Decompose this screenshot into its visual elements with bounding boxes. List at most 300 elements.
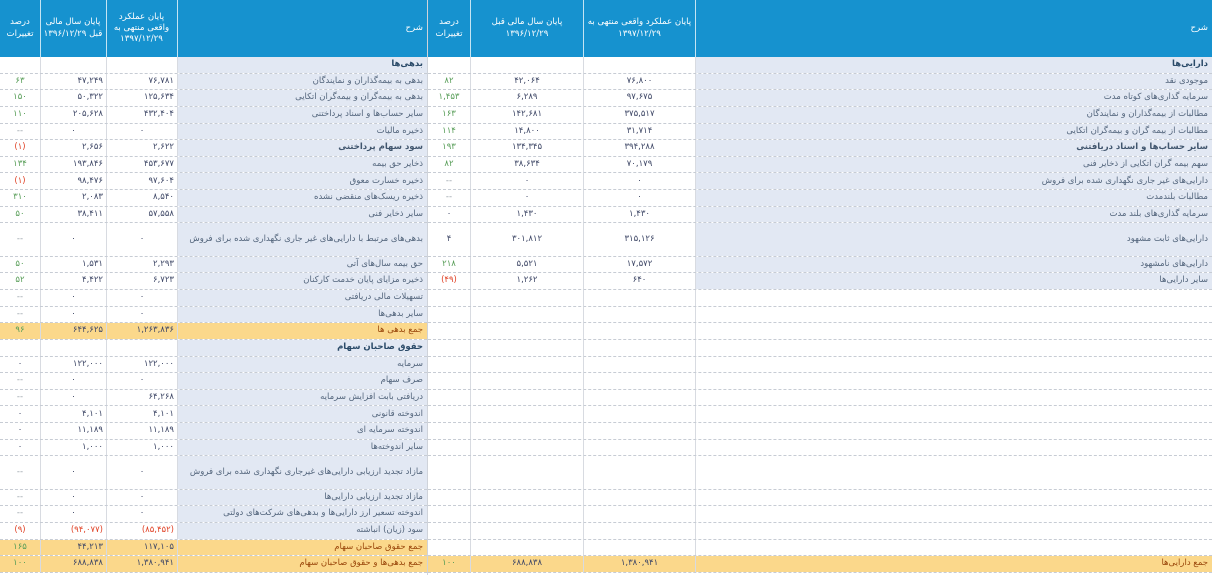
actual-value-cell — [584, 456, 696, 488]
change-percent-cell: ۰ — [0, 440, 41, 456]
row-label — [696, 490, 1212, 506]
prev-year-value-cell: ۶۴۴,۶۲۵ — [41, 323, 107, 339]
actual-value-cell — [584, 340, 696, 356]
change-percent-cell: ۸۲ — [428, 74, 471, 90]
change-percent-cell: ۱۰۰ — [0, 556, 41, 572]
actual-value-cell: ۲,۲۹۳ — [107, 257, 178, 273]
change-percent-cell: ۱,۴۵۳ — [428, 90, 471, 106]
row-label — [696, 390, 1212, 406]
row-label: سرمایه گذاری‌های بلند مدت — [696, 207, 1212, 223]
prev-year-value-cell: ۳۸,۶۳۴ — [471, 157, 584, 173]
col-header-change-percent: درصد تغییرات — [428, 0, 471, 57]
change-percent-cell: ۱۵۰ — [0, 90, 41, 106]
row-label — [696, 357, 1212, 373]
prev-year-value-cell: ۲,۰۸۳ — [41, 190, 107, 206]
change-percent-cell — [428, 307, 471, 323]
prev-year-value-cell: ۱۳۴,۳۴۵ — [471, 140, 584, 156]
actual-value-cell: ۴۵۳,۶۷۷ — [107, 157, 178, 173]
change-percent-cell: ۰ — [0, 357, 41, 373]
row-label — [696, 406, 1212, 422]
change-percent-cell: (۴۹) — [428, 273, 471, 289]
change-percent-cell: ۱۹۳ — [428, 140, 471, 156]
row-label: دارایی‌های نامشهود — [696, 257, 1212, 273]
empty-row — [428, 323, 1212, 340]
actual-value-cell: ۰ — [107, 490, 178, 506]
actual-value-cell: ۰ — [107, 124, 178, 140]
prev-year-value-cell — [471, 307, 584, 323]
table-row — [428, 190, 1212, 207]
row-label: بدهی‌ها — [178, 57, 427, 73]
table-row — [0, 390, 427, 407]
row-label — [696, 523, 1212, 539]
section-header-row — [0, 340, 427, 357]
row-label: مازاد تجدید ارزیابی دارایی‌های غیرجاری نگهداری شده برای فروش — [178, 456, 427, 488]
change-percent-cell: -- — [428, 190, 471, 206]
prev-year-value-cell: ۵,۵۲۱ — [471, 257, 584, 273]
actual-value-cell — [584, 440, 696, 456]
prev-year-value-cell — [471, 57, 584, 73]
change-percent-cell: ۱۰۰ — [428, 556, 471, 572]
actual-value-cell: ۵۷,۵۵۸ — [107, 207, 178, 223]
prev-year-value-cell — [471, 340, 584, 356]
change-percent-cell: -- — [0, 223, 41, 255]
change-percent-cell — [428, 490, 471, 506]
table-row — [0, 456, 427, 489]
actual-value-cell: ۱,۳۸۰,۹۴۱ — [584, 556, 696, 572]
prev-year-value-cell — [471, 406, 584, 422]
row-label: ذخیره مالیات — [178, 124, 427, 140]
prev-year-value-cell: ۱۴۲,۶۸۱ — [471, 107, 584, 123]
actual-value-cell — [584, 540, 696, 556]
actual-value-cell — [584, 506, 696, 522]
actual-value-cell — [107, 57, 178, 73]
change-percent-cell: ۳۱۰ — [0, 190, 41, 206]
actual-value-cell: ۰ — [107, 223, 178, 255]
change-percent-cell: (۱) — [0, 140, 41, 156]
prev-year-value-cell: ۱,۴۳۰ — [471, 207, 584, 223]
table-row — [428, 74, 1212, 91]
actual-value-cell: ۰ — [107, 506, 178, 522]
change-percent-cell — [428, 406, 471, 422]
actual-value-cell: ۰ — [107, 290, 178, 306]
row-label: تسهیلات مالی دریافتی — [178, 290, 427, 306]
prev-year-value-cell — [471, 323, 584, 339]
table-row — [428, 273, 1212, 290]
actual-value-cell — [584, 307, 696, 323]
actual-value-cell: ۱,۳۸۰,۹۴۱ — [107, 556, 178, 572]
actual-value-cell: ۷۶,۷۸۱ — [107, 74, 178, 90]
row-label: مازاد تجدید ارزیابی دارایی‌ها — [178, 490, 427, 506]
table-row — [0, 406, 427, 423]
table-row — [428, 157, 1212, 174]
actual-value-cell: ۱,۴۳۰ — [584, 207, 696, 223]
empty-row — [428, 373, 1212, 390]
prev-year-value-cell: ۰ — [471, 190, 584, 206]
row-label: جمع بدهی‌ها و حقوق صاحبان سهام — [178, 556, 427, 572]
table-row — [0, 223, 427, 256]
row-label: موجودی نقد — [696, 74, 1212, 90]
prev-year-value-cell: ۱۱,۱۸۹ — [41, 423, 107, 439]
actual-value-cell: ۰ — [584, 173, 696, 189]
total-row — [428, 556, 1212, 573]
prev-year-value-cell: (۹۴,۰۷۷) — [41, 523, 107, 539]
row-label — [696, 290, 1212, 306]
change-percent-cell: -- — [0, 506, 41, 522]
actual-value-cell: ۹۷,۶۰۴ — [107, 173, 178, 189]
row-label — [696, 323, 1212, 339]
table-row — [0, 173, 427, 190]
row-label: سرمایه — [178, 357, 427, 373]
change-percent-cell: ۱۱۰ — [0, 107, 41, 123]
table-row — [0, 357, 427, 374]
assets-table — [427, 0, 1212, 575]
prev-year-value-cell: ۳۸,۴۱۱ — [41, 207, 107, 223]
prev-year-value-cell: ۰ — [471, 173, 584, 189]
row-label: سایر حساب‌ها و اسناد دریافتنی — [696, 140, 1212, 156]
actual-value-cell: ۷۶,۸۰۰ — [584, 74, 696, 90]
row-label: ذخیره ریسک‌های منقضی نشده — [178, 190, 427, 206]
change-percent-cell — [428, 506, 471, 522]
row-label: اندوخته سرمایه ای — [178, 423, 427, 439]
total-row — [0, 323, 427, 340]
table-row — [0, 74, 427, 91]
change-percent-cell: ۹۶ — [0, 323, 41, 339]
empty-row — [428, 523, 1212, 540]
change-percent-cell — [428, 373, 471, 389]
actual-value-cell: ۲,۶۲۲ — [107, 140, 178, 156]
liabilities-equity-table — [0, 0, 427, 575]
table-row — [0, 157, 427, 174]
row-label: اندوخته تسعیر ارز دارایی‌ها و بدهی‌های شرکت‌های دولتی — [178, 506, 427, 522]
prev-year-value-cell — [41, 340, 107, 356]
col-header-actual-performance: پایان عملکرد واقعی منتهی به ۱۳۹۷/۱۲/۲۹ — [584, 0, 696, 57]
prev-year-value-cell: ۴۷,۲۴۹ — [41, 74, 107, 90]
change-percent-cell — [428, 323, 471, 339]
prev-year-value-cell: ۰ — [41, 373, 107, 389]
actual-value-cell: ۳۹۴,۲۸۸ — [584, 140, 696, 156]
row-label: بدهی‌های مرتبط با دارایی‌های غیر جاری نگهداری شده برای فروش — [178, 223, 427, 255]
row-label — [696, 423, 1212, 439]
row-label: حق بیمه سال‌های آتی — [178, 257, 427, 273]
change-percent-cell — [428, 57, 471, 73]
row-label — [696, 307, 1212, 323]
change-percent-cell: ۴ — [428, 223, 471, 255]
actual-value-cell: ۱,۲۶۳,۸۳۶ — [107, 323, 178, 339]
table-row — [0, 190, 427, 207]
empty-row — [428, 456, 1212, 489]
row-label — [696, 373, 1212, 389]
prev-year-value-cell: ۱۴,۸۰۰ — [471, 124, 584, 140]
row-label: سهم بیمه گران اتکایی از ذخایر فنی — [696, 157, 1212, 173]
actual-value-cell: ۱۱۷,۱۰۵ — [107, 540, 178, 556]
change-percent-cell: -- — [0, 456, 41, 488]
table-row — [428, 173, 1212, 190]
prev-year-value-cell: ۰ — [41, 390, 107, 406]
prev-year-value-cell: ۰ — [41, 490, 107, 506]
assets-table-header — [428, 0, 1212, 57]
empty-row — [428, 340, 1212, 357]
actual-value-cell: ۱۷,۵۷۲ — [584, 257, 696, 273]
prev-year-value-cell — [471, 357, 584, 373]
change-percent-cell: -- — [0, 290, 41, 306]
row-label: سایر بدهی‌ها — [178, 307, 427, 323]
col-header-actual-performance: پایان عملکرد واقعی منتهی به ۱۳۹۷/۱۲/۲۹ — [107, 0, 178, 57]
actual-value-cell — [584, 290, 696, 306]
actual-value-cell — [584, 390, 696, 406]
row-label: دارایی‌های ثابت مشهود — [696, 223, 1212, 255]
prev-year-value-cell — [471, 390, 584, 406]
table-row — [428, 90, 1212, 107]
actual-value-cell: ۱۲۲,۰۰۰ — [107, 357, 178, 373]
prev-year-value-cell — [471, 456, 584, 488]
prev-year-value-cell: ۳۰۱,۸۱۲ — [471, 223, 584, 255]
table-row — [0, 373, 427, 390]
empty-row — [428, 307, 1212, 324]
actual-value-cell: ۷۰,۱۷۹ — [584, 157, 696, 173]
prev-year-value-cell — [41, 57, 107, 73]
actual-value-cell: ۰ — [107, 456, 178, 488]
change-percent-cell — [428, 440, 471, 456]
empty-row — [428, 440, 1212, 457]
row-label — [696, 456, 1212, 488]
table-row — [428, 107, 1212, 124]
row-label — [696, 540, 1212, 556]
total-row — [0, 540, 427, 557]
actual-value-cell — [584, 323, 696, 339]
empty-row — [428, 506, 1212, 523]
change-percent-cell — [428, 523, 471, 539]
actual-value-cell — [107, 340, 178, 356]
table-row — [0, 124, 427, 141]
prev-year-value-cell: ۶۸۸,۸۳۸ — [471, 556, 584, 572]
change-percent-cell: ۶۳ — [0, 74, 41, 90]
change-percent-cell: ۰ — [0, 423, 41, 439]
table-row — [428, 223, 1212, 256]
actual-value-cell: ۰ — [584, 190, 696, 206]
change-percent-cell: ۵۲ — [0, 273, 41, 289]
row-label: سایر دارایی‌ها — [696, 273, 1212, 289]
table-row — [0, 506, 427, 523]
change-percent-cell — [428, 290, 471, 306]
row-label: سود (زیان) انباشته — [178, 523, 427, 539]
section-header-row — [0, 57, 427, 74]
actual-value-cell: (۸۵,۴۵۲) — [107, 523, 178, 539]
prev-year-value-cell: ۴۴,۲۱۳ — [41, 540, 107, 556]
empty-row — [428, 290, 1212, 307]
row-label — [696, 440, 1212, 456]
actual-value-cell: ۶۴۰ — [584, 273, 696, 289]
table-row — [0, 440, 427, 457]
liabilities-table-body — [0, 57, 427, 573]
actual-value-cell — [584, 373, 696, 389]
change-percent-cell — [428, 540, 471, 556]
change-percent-cell — [428, 456, 471, 488]
row-label: جمع بدهی ها — [178, 323, 427, 339]
actual-value-cell: ۳۷۵,۵۱۷ — [584, 107, 696, 123]
table-row — [0, 273, 427, 290]
row-label: مطالبات از بیمه‌گذاران و نمایندگان — [696, 107, 1212, 123]
table-row — [428, 207, 1212, 224]
change-percent-cell — [428, 390, 471, 406]
empty-row — [428, 357, 1212, 374]
table-row — [0, 140, 427, 157]
actual-value-cell — [584, 406, 696, 422]
prev-year-value-cell: ۱,۲۶۲ — [471, 273, 584, 289]
table-row — [428, 140, 1212, 157]
row-label: حقوق صاحبان سهام — [178, 340, 427, 356]
row-label — [696, 340, 1212, 356]
prev-year-value-cell: ۴۲,۰۶۴ — [471, 74, 584, 90]
change-percent-cell: -- — [0, 373, 41, 389]
table-row — [0, 307, 427, 324]
actual-value-cell — [584, 357, 696, 373]
actual-value-cell — [584, 423, 696, 439]
actual-value-cell — [584, 523, 696, 539]
empty-row — [428, 540, 1212, 557]
prev-year-value-cell — [471, 440, 584, 456]
row-label: سایر اندوخته‌ها — [178, 440, 427, 456]
prev-year-value-cell: ۰ — [41, 506, 107, 522]
actual-value-cell: ۸,۵۴۰ — [107, 190, 178, 206]
total-row — [0, 556, 427, 573]
table-row — [0, 290, 427, 307]
change-percent-cell: ۵۰ — [0, 257, 41, 273]
prev-year-value-cell: ۵۰,۳۲۲ — [41, 90, 107, 106]
empty-row — [428, 406, 1212, 423]
row-label: مطالبات بلندمدت — [696, 190, 1212, 206]
table-row — [0, 523, 427, 540]
change-percent-cell — [428, 423, 471, 439]
row-label: دارایی‌های غیر جاری نگهداری شده برای فروش — [696, 173, 1212, 189]
prev-year-value-cell — [471, 290, 584, 306]
actual-value-cell: ۰ — [107, 307, 178, 323]
prev-year-value-cell: ۰ — [41, 456, 107, 488]
change-percent-cell: -- — [0, 124, 41, 140]
actual-value-cell: ۴۳۲,۴۰۴ — [107, 107, 178, 123]
change-percent-cell: ۰ — [428, 207, 471, 223]
actual-value-cell: ۹۷,۶۷۵ — [584, 90, 696, 106]
row-label: جمع دارایی‌ها — [696, 556, 1212, 572]
actual-value-cell: ۱۲۵,۶۳۴ — [107, 90, 178, 106]
liabilities-table-header — [0, 0, 427, 57]
table-row — [428, 257, 1212, 274]
row-label: ذخیره خسارت معوق — [178, 173, 427, 189]
change-percent-cell — [0, 340, 41, 356]
prev-year-value-cell — [471, 506, 584, 522]
actual-value-cell: ۰ — [107, 373, 178, 389]
table-row — [0, 257, 427, 274]
assets-table-body — [428, 57, 1212, 573]
change-percent-cell: ۸۲ — [428, 157, 471, 173]
change-percent-cell: ۰ — [0, 406, 41, 422]
actual-value-cell: ۳۱۵,۱۲۶ — [584, 223, 696, 255]
actual-value-cell: ۶۴,۲۶۸ — [107, 390, 178, 406]
prev-year-value-cell: ۱,۰۰۰ — [41, 440, 107, 456]
change-percent-cell: (۹) — [0, 523, 41, 539]
change-percent-cell: ۱۶۳ — [428, 107, 471, 123]
row-label: سایر حساب‌ها و اسناد پرداختنی — [178, 107, 427, 123]
prev-year-value-cell: ۱۹۳,۸۴۶ — [41, 157, 107, 173]
change-percent-cell — [0, 57, 41, 73]
col-header-change-percent: درصد تغییرات — [0, 0, 41, 57]
row-label: دارایی‌ها — [696, 57, 1212, 73]
empty-row — [428, 423, 1212, 440]
actual-value-cell: ۱,۰۰۰ — [107, 440, 178, 456]
table-row — [0, 107, 427, 124]
col-header-prev-fiscal-year: پایان سال مالی قبل ۱۳۹۶/۱۲/۲۹ — [41, 0, 107, 57]
empty-row — [428, 390, 1212, 407]
row-label: بدهی به بیمه‌گران و بیمه‌گران اتکایی — [178, 90, 427, 106]
change-percent-cell: ۱۳۴ — [0, 157, 41, 173]
row-label: صرف سهام — [178, 373, 427, 389]
prev-year-value-cell: ۰ — [41, 290, 107, 306]
row-label: سایر ذخایر فنی — [178, 207, 427, 223]
row-label: اندوخته قانونی — [178, 406, 427, 422]
empty-row — [428, 490, 1212, 507]
actual-value-cell: ۳۱,۷۱۴ — [584, 124, 696, 140]
row-label: سرمایه گذاری‌های کوتاه مدت — [696, 90, 1212, 106]
prev-year-value-cell — [471, 490, 584, 506]
change-percent-cell: -- — [0, 307, 41, 323]
change-percent-cell: ۲۱۸ — [428, 257, 471, 273]
change-percent-cell: -- — [0, 490, 41, 506]
prev-year-value-cell: ۹۸,۴۷۶ — [41, 173, 107, 189]
col-header-prev-fiscal-year: پایان سال مالی قبل ۱۳۹۶/۱۲/۲۹ — [471, 0, 584, 57]
col-header-description: شرح — [1190, 22, 1208, 33]
row-label: مطالبات از بیمه گران و بیمه‌گران اتکایی — [696, 124, 1212, 140]
prev-year-value-cell: ۴,۴۲۲ — [41, 273, 107, 289]
prev-year-value-cell: ۱,۵۳۱ — [41, 257, 107, 273]
table-row — [0, 490, 427, 507]
prev-year-value-cell: ۲,۶۵۶ — [41, 140, 107, 156]
row-label — [696, 506, 1212, 522]
prev-year-value-cell: ۰ — [41, 307, 107, 323]
prev-year-value-cell: ۶۸۸,۸۳۸ — [41, 556, 107, 572]
row-label: بدهی به بیمه‌گذاران و نمایندگان — [178, 74, 427, 90]
prev-year-value-cell: ۱۲۲,۰۰۰ — [41, 357, 107, 373]
row-label: دریافتی بابت افزایش سرمایه — [178, 390, 427, 406]
table-row — [0, 207, 427, 224]
actual-value-cell: ۴,۱۰۱ — [107, 406, 178, 422]
prev-year-value-cell — [471, 523, 584, 539]
change-percent-cell: -- — [428, 173, 471, 189]
change-percent-cell: (۱) — [0, 173, 41, 189]
change-percent-cell: ۱۶۵ — [0, 540, 41, 556]
row-label: ذخیره مزایای پایان خدمت کارکنان — [178, 273, 427, 289]
row-label: ذخایر حق بیمه — [178, 157, 427, 173]
table-row — [0, 90, 427, 107]
prev-year-value-cell: ۴,۱۰۱ — [41, 406, 107, 422]
actual-value-cell — [584, 490, 696, 506]
change-percent-cell — [428, 340, 471, 356]
col-header-description: شرح — [405, 22, 423, 33]
table-row — [428, 124, 1212, 141]
prev-year-value-cell — [471, 423, 584, 439]
actual-value-cell: ۱۱,۱۸۹ — [107, 423, 178, 439]
prev-year-value-cell: ۶,۲۸۹ — [471, 90, 584, 106]
prev-year-value-cell — [471, 373, 584, 389]
prev-year-value-cell: ۰ — [41, 223, 107, 255]
row-label: سود سهام پرداختنی — [178, 140, 427, 156]
actual-value-cell — [584, 57, 696, 73]
actual-value-cell: ۶,۷۲۳ — [107, 273, 178, 289]
prev-year-value-cell — [471, 540, 584, 556]
change-percent-cell — [428, 357, 471, 373]
prev-year-value-cell: ۰ — [41, 124, 107, 140]
change-percent-cell: ۵۰ — [0, 207, 41, 223]
change-percent-cell: ۱۱۴ — [428, 124, 471, 140]
prev-year-value-cell: ۲۰۵,۶۲۸ — [41, 107, 107, 123]
